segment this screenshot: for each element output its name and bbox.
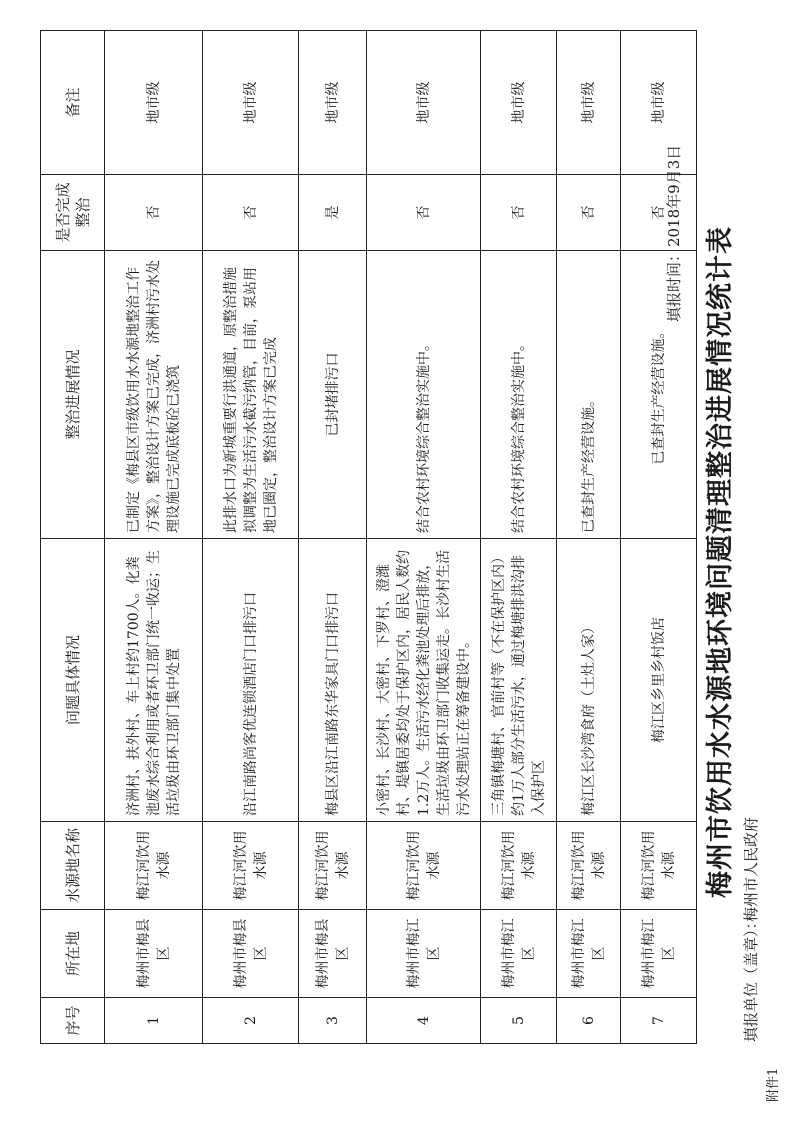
problem-cell: 梅江区乡里乡村饭店 <box>621 539 697 822</box>
column-header: 水源地名称 <box>41 822 105 910</box>
appendix-label: 附件1 <box>766 1067 781 1102</box>
completion-cell: 否 <box>481 175 557 251</box>
column-header: 是否完成整治 <box>41 175 105 251</box>
progress-cell: 结合农村环境综合整治实施中。 <box>481 251 557 539</box>
column-header: 问题具体情况 <box>41 539 105 822</box>
table-row <box>557 31 621 1044</box>
completion-cell: 否 <box>203 175 299 251</box>
table-row <box>481 31 557 1044</box>
document-title: 梅州市饮用水水源地环境问题清理整治进展情况统计表 <box>705 226 736 898</box>
progress-cell: 此排水口为新城重要行洪通道，原整治措施拟调整为生活污水截污纳管，目前，泵站用地已圈定，整治设计方案已完成 <box>203 251 299 539</box>
source-cell: 梅江河饮用水源 <box>105 822 203 910</box>
column-header: 整治进展情况 <box>41 251 105 539</box>
source-cell: 梅江河饮用水源 <box>299 822 367 910</box>
reporting-unit-value: 梅州市人民政府 <box>742 816 760 922</box>
problem-cell: 济洲村、扶外村、车上村约1700人。化粪池废水综合利用或者环卫部门统一收运；生活垃圾由环卫部门集中处置 <box>105 539 203 822</box>
location-cell: 梅州市梅江区 <box>621 910 697 998</box>
row-number: 5 <box>481 998 557 1044</box>
completion-cell: 否 <box>557 175 621 251</box>
location-cell: 梅州市梅江区 <box>367 910 481 998</box>
progress-cell: 已封堵排污口 <box>299 251 367 539</box>
completion-cell: 否 <box>367 175 481 251</box>
source-cell: 梅江河饮用水源 <box>203 822 299 910</box>
location-cell: 梅州市梅县区 <box>203 910 299 998</box>
row-number: 1 <box>105 998 203 1044</box>
row-number: 2 <box>203 998 299 1044</box>
completion-cell: 是 <box>299 175 367 251</box>
remark-cell: 地市级 <box>621 31 697 175</box>
column-header: 所在地 <box>41 910 105 998</box>
remark-cell: 地市级 <box>481 31 557 175</box>
source-cell: 梅江河饮用水源 <box>557 822 621 910</box>
source-cell: 梅江河饮用水源 <box>481 822 557 910</box>
source-cell: 梅江河饮用水源 <box>621 822 697 910</box>
remark-cell: 地市级 <box>203 31 299 175</box>
progress-cell: 结合农村环境综合整治实施中。 <box>367 251 481 539</box>
progress-table <box>40 30 697 1044</box>
filled-time: 填报时间：2018年9月3日 <box>665 144 683 322</box>
progress-cell: 已查封生产经营设施。 <box>621 251 697 539</box>
location-cell: 梅州市梅县区 <box>299 910 367 998</box>
progress-cell: 已制定《梅县区市级饮用水水源地整治工作方案》，整治设计方案已完成，济洲村污水处理设施已完成底板砼已浇筑 <box>105 251 203 539</box>
table-row <box>105 31 203 1044</box>
location-cell: 梅州市梅江区 <box>557 910 621 998</box>
problem-cell: 三角镇梅塘村、官前村等（不在保护区内）约1万人部分生活污水，通过梅塘排洪沟排入保护区 <box>481 539 557 822</box>
remark-cell: 地市级 <box>367 31 481 175</box>
row-number: 4 <box>367 998 481 1044</box>
completion-cell: 否 <box>105 175 203 251</box>
row-number: 6 <box>557 998 621 1044</box>
problem-cell: 沿江南路尚客优连锁酒店门口排污口 <box>203 539 299 822</box>
location-cell: 梅州市梅县区 <box>105 910 203 998</box>
remark-cell: 地市级 <box>105 31 203 175</box>
problem-cell: 梅县区沿江南路东华家具门口排污口 <box>299 539 367 822</box>
row-number: 3 <box>299 998 367 1044</box>
table-header-row <box>41 31 105 1044</box>
completion-cell: 否 <box>621 175 697 251</box>
remark-cell: 地市级 <box>557 31 621 175</box>
table-row <box>367 31 481 1044</box>
column-header: 序号 <box>41 998 105 1044</box>
column-header: 备注 <box>41 31 105 175</box>
source-cell: 梅江河饮用水源 <box>367 822 481 910</box>
row-number: 7 <box>621 998 697 1044</box>
problem-cell: 小密村、长沙村、大密村、下罗村、澄潍村、堤镇居委均处于保护区内，居民人数约1.2万人。生活污水经化粪池处理后排放，生活垃圾由环卫部门收集运走。长沙村生活污水处理站正在筹备建设中。 <box>367 539 481 822</box>
problem-cell: 梅江区长沙湾食府（土灶人家） <box>557 539 621 822</box>
location-cell: 梅州市梅江区 <box>481 910 557 998</box>
remark-cell: 地市级 <box>299 31 367 175</box>
progress-cell: 已查封生产经营设施。 <box>557 251 621 539</box>
reporting-unit-label: 填报单位（盖章）： <box>742 914 760 1042</box>
table-row <box>203 31 299 1044</box>
table-row <box>299 31 367 1044</box>
table-row <box>621 31 697 1044</box>
